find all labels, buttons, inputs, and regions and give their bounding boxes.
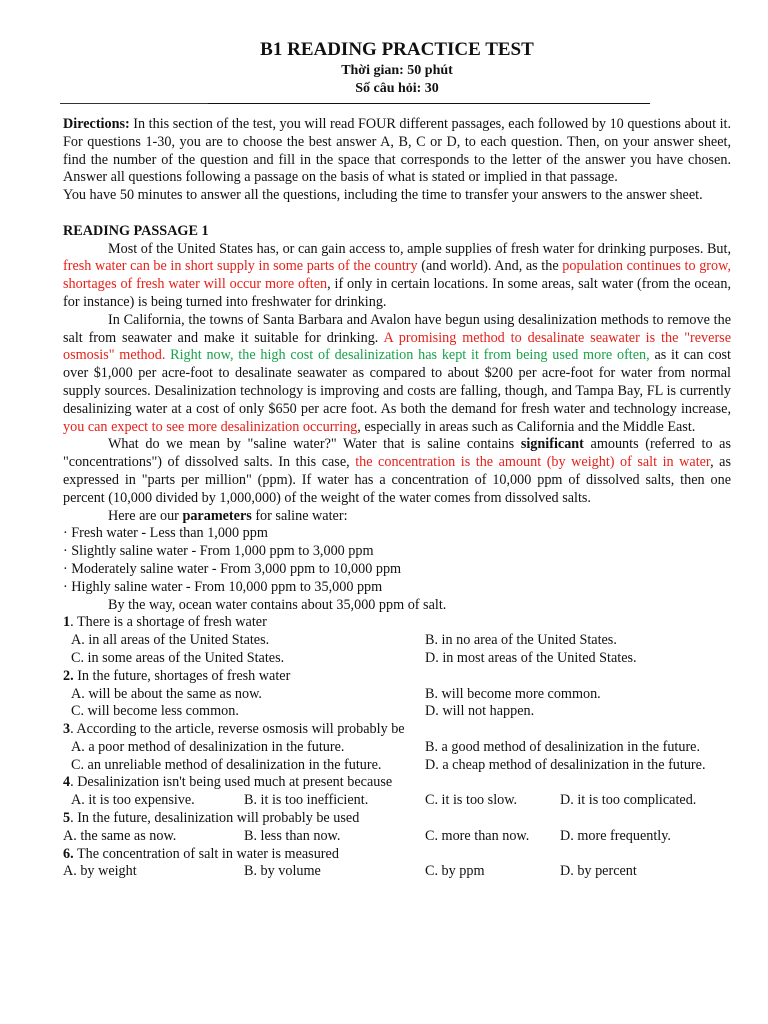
option-b[interactable]: B. less than now. bbox=[244, 827, 341, 844]
option-d[interactable]: D. more frequently. bbox=[560, 827, 671, 844]
option-d[interactable]: D. in most areas of the United States. bbox=[425, 649, 637, 666]
p1-highlight-1: fresh water can be in short supply in some parts of the country bbox=[63, 258, 418, 275]
p2-highlight-red-1: A promising method to desalinate seawater is the "reverse osmosis" method. bbox=[63, 329, 731, 364]
bullet-item: · Fresh water - Less than 1,000 ppm bbox=[63, 525, 268, 542]
question-number: 2. bbox=[63, 667, 74, 684]
question-stem: In the future, shortages of fresh water bbox=[77, 667, 291, 684]
p3-bold-significant: significant bbox=[520, 436, 584, 453]
option-b[interactable]: B. by volume bbox=[244, 863, 321, 880]
option-c[interactable]: C. by ppm bbox=[425, 863, 485, 880]
option-c[interactable]: C. in some areas of the United States. bbox=[71, 649, 285, 666]
p3-text-a: What do we mean by "saline water?" Water that is saline contains bbox=[108, 436, 521, 453]
passage-paragraph-3 bbox=[63, 436, 731, 507]
option-a[interactable]: A. in all areas of the United States. bbox=[71, 632, 270, 649]
question-separator: . bbox=[70, 721, 77, 738]
p2-text-d: as it can cost over $1,000 per acre-foot to desalinate seawater as compared to about $200 per acre-foot for water from normal supply sources. Desalinization technology is improving and costs are falling, though, and Tampa Bay, FL is currently desalinizing water at a cost of only $650 per acre foot. As both the demand for fresh water and technology increase, bbox=[63, 347, 731, 417]
question-1-options-row-1 bbox=[63, 632, 731, 650]
passage-paragraph-5: By the way, ocean water contains about 35,000 ppm of salt. bbox=[108, 596, 447, 613]
time-note: You have 50 minutes to answer all the questions, including the time to transfer your answers to the answer sheet. bbox=[63, 187, 703, 204]
p2-highlight-green: Right now, the high cost of desalinization has kept it from being used more often, bbox=[165, 347, 650, 364]
question-6-options-row bbox=[63, 863, 731, 881]
option-d[interactable]: D. it is too complicated. bbox=[560, 792, 697, 809]
p2-highlight-red-2: you can expect to see more desalinization occurring bbox=[63, 418, 358, 435]
p3-text-e: , as expressed in "parts per million" (ppm). If water has a concentration of 10,000 ppm of dissolved salts, then one percent (10,000 divided by 1,000,000) of the weight of the water comes from dissolved salts. bbox=[63, 454, 731, 506]
question-1 bbox=[63, 614, 731, 632]
p4-bold-parameters: parameters bbox=[182, 507, 252, 524]
directions-label: Directions: bbox=[63, 116, 130, 132]
question-number: 6. bbox=[63, 845, 74, 862]
p1-text-c: (and world). And, as the bbox=[417, 258, 563, 275]
passage-paragraph-1 bbox=[63, 241, 731, 312]
bullet-item: · Moderately saline water - From 3,000 ppm to 10,000 ppm bbox=[63, 560, 402, 577]
option-b[interactable]: B. in no area of the United States. bbox=[425, 632, 617, 649]
option-d[interactable]: D. by percent bbox=[560, 863, 637, 880]
p3-text-c: amounts (referred to as "concentrations") of dissolved salts. In this case, bbox=[63, 436, 731, 471]
question-stem: According to the article, reverse osmosis will probably be bbox=[76, 721, 405, 738]
question-stem: There is a shortage of fresh water bbox=[76, 614, 267, 631]
directions-text: In this section of the test, you will read FOUR different passages, each followed by 10 questions about it. For questions 1-30, you are to choose the best answer A, B, C or D, to each question. Then, on your answer sheet, find the number of the question and fill in the space that corresponds to the letter of the answer you have chosen. Answer all questions following a passage on the basis of what is stated or implied in that passage. bbox=[63, 116, 731, 186]
passage-paragraph-2 bbox=[63, 312, 731, 437]
option-d[interactable]: D. will not happen. bbox=[425, 703, 535, 720]
question-separator: . bbox=[70, 774, 78, 791]
option-a[interactable]: A. it is too expensive. bbox=[71, 792, 195, 809]
option-b[interactable]: B. will become more common. bbox=[425, 685, 601, 702]
question-separator: . bbox=[70, 614, 77, 631]
directions-paragraph bbox=[63, 116, 731, 187]
question-stem: In the future, desalinization will probably be used bbox=[77, 810, 360, 827]
question-3-options-row-1 bbox=[63, 739, 731, 757]
option-c[interactable]: C. an unreliable method of desalinization in the future. bbox=[71, 756, 382, 773]
question-4 bbox=[63, 774, 731, 792]
question-count: Số câu hỏi: 30 bbox=[355, 80, 439, 96]
bullet-item: · Highly saline water - From 10,000 ppm to 35,000 ppm bbox=[63, 578, 383, 595]
option-a[interactable]: A. a poor method of desalinization in the future. bbox=[71, 738, 345, 755]
question-2 bbox=[63, 668, 731, 686]
bullet-item: · Slightly saline water - From 1,000 ppm to 3,000 ppm bbox=[63, 543, 374, 560]
question-3 bbox=[63, 721, 731, 739]
question-number: 3 bbox=[63, 721, 71, 738]
question-3-options-row-2 bbox=[63, 757, 731, 775]
question-2-options-row-2 bbox=[63, 703, 731, 721]
question-5-options-row bbox=[63, 828, 731, 846]
option-a[interactable]: A. by weight bbox=[63, 863, 137, 880]
passage-paragraph-4 bbox=[63, 508, 731, 526]
question-number: 4 bbox=[63, 774, 71, 791]
question-number: 1 bbox=[63, 614, 71, 631]
option-d[interactable]: D. a cheap method of desalinization in the future. bbox=[425, 756, 706, 773]
passage-heading: READING PASSAGE 1 bbox=[63, 222, 209, 239]
p1-highlight-2: population continues to grow, shortages of fresh water will occur more often bbox=[63, 258, 731, 293]
p2-text-f: , especially in areas such as California and the Middle East. bbox=[357, 418, 696, 435]
option-a[interactable]: A. the same as now. bbox=[63, 827, 177, 844]
option-c[interactable]: C. more than now. bbox=[425, 827, 530, 844]
question-4-options-row bbox=[63, 792, 731, 810]
question-number: 5 bbox=[63, 810, 71, 827]
test-title: B1 READING PRACTICE TEST bbox=[260, 39, 534, 60]
test-time: Thời gian: 50 phút bbox=[341, 63, 453, 78]
option-a[interactable]: A. will be about the same as now. bbox=[71, 685, 262, 702]
p4-text-c: for saline water: bbox=[251, 507, 348, 524]
p3-highlight: the concentration is the amount (by weight) of salt in water bbox=[355, 454, 711, 471]
option-c[interactable]: C. will become less common. bbox=[71, 703, 239, 720]
p4-text-a: Here are our bbox=[108, 507, 183, 524]
question-6 bbox=[63, 846, 731, 864]
question-5 bbox=[63, 810, 731, 828]
option-b[interactable]: B. it is too inefficient. bbox=[244, 792, 369, 809]
option-c[interactable]: C. it is too slow. bbox=[425, 792, 518, 809]
question-stem: The concentration of salt in water is measured bbox=[76, 845, 339, 862]
p1-text-e: , if only in certain locations. In some areas, salt water (from the ocean, for instance) is being turned into freshwater for drinking. bbox=[63, 276, 731, 310]
option-b[interactable]: B. a good method of desalinization in the future. bbox=[425, 738, 701, 755]
question-stem: Desalinization isn't being used much at present because bbox=[77, 774, 393, 791]
question-2-options-row-1 bbox=[63, 686, 731, 704]
question-1-options-row-2 bbox=[63, 650, 731, 668]
p2-text-a: In California, the towns of Santa Barbara and Avalon have begun using desalinization methods to remove the salt from seawater and make it suitable for drinking. bbox=[63, 311, 731, 346]
p1-text-a: Most of the United States has, or can gain access to, ample supplies of fresh water for drinking purposes. But, bbox=[108, 240, 731, 257]
question-separator: . bbox=[70, 810, 78, 827]
